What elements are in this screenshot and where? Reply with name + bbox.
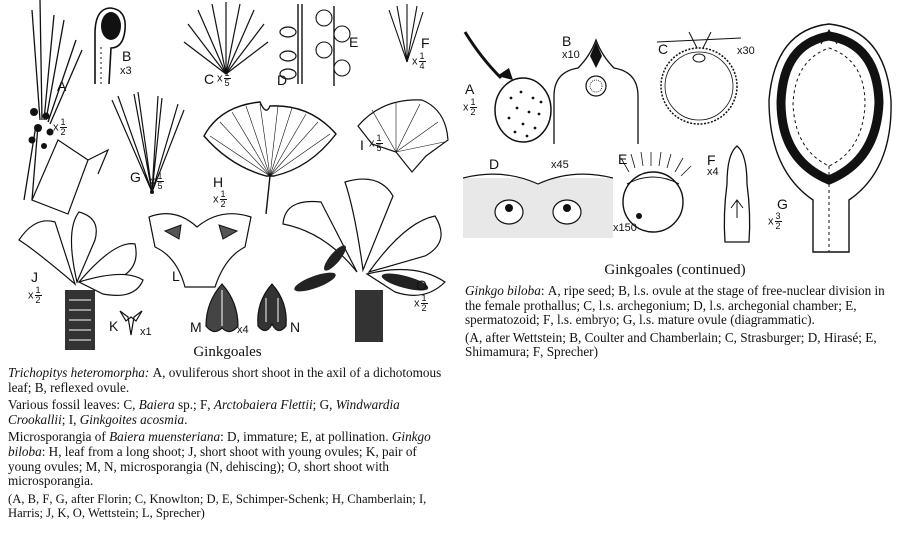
- label-d-right: D: [489, 156, 500, 172]
- right-plate: [455, 0, 900, 537]
- label-b: B: [122, 48, 132, 64]
- left-caption: [8, 366, 448, 524]
- label-g-right: G: [777, 196, 788, 212]
- label-i: I: [360, 137, 364, 153]
- scale-d-right: x45: [551, 159, 569, 171]
- label-d: D: [277, 72, 288, 88]
- left-caption-p4: (A, B, F, G, after Florin; C, Knowlton; D, E, Schimper-Schenk; H, Chamberlain; I, Harris; J, K, O, Wettstein; L, Sprecher): [8, 491, 427, 521]
- left-caption-p1: Trichopitys heteromorpha: A, ovuliferous short shoot in the axil of a dichotomous leaf; B, reflexed ovule.: [8, 365, 442, 395]
- right-caption: [465, 284, 893, 363]
- label-a: A: [57, 78, 67, 94]
- figure-d-archegonial-chamber: [463, 168, 613, 238]
- left-caption-p2: Various fossil leaves: C, Baiera sp.; F, Arctobaiera Flettii; G, Windwardia Crookallii; I, Ginkgoites acosmia.: [8, 397, 400, 427]
- label-f: F: [421, 35, 430, 51]
- figure-l-ovules: [145, 207, 255, 289]
- label-g: G: [130, 169, 141, 185]
- right-caption-p1: Ginkgo biloba: A, ripe seed; B, l.s. ovule at the stage of free-nuclear division in the female prothallus; C, l.s. archegonium; D, l.s. archegonial chamber; E, spermatozoid; F, l.s. embryo; G, l.s. mature ovule (diagrammatic).: [465, 283, 885, 328]
- scale-h: x $\frac{1}{2}$: [213, 189, 226, 209]
- scale-g: x $\frac{1}{5}$: [150, 171, 163, 191]
- figure-c-baiera-leaf: [178, 2, 273, 77]
- figure-e-microsporangia: [312, 6, 352, 86]
- scale-a-right: x $\frac{1}{2}$: [463, 97, 476, 117]
- label-o: O: [416, 277, 427, 293]
- scale-c-right: x30: [737, 45, 755, 57]
- scale-g-right: x $\frac{3}{2}$: [768, 211, 781, 231]
- label-c-right: C: [658, 41, 669, 57]
- label-e: E: [349, 34, 359, 50]
- scale-o: x $\frac{1}{2}$: [414, 293, 427, 313]
- label-l: L: [172, 268, 180, 284]
- scale-b-right: x10: [562, 49, 580, 61]
- scale-f-right: x4: [707, 166, 719, 178]
- scale-e-right: x150: [613, 222, 637, 234]
- figure-f-embryo: [717, 144, 757, 244]
- right-caption-title: Ginkgoales (continued): [604, 262, 746, 278]
- scale-b: x3: [120, 65, 132, 77]
- scale-k: x1: [140, 326, 152, 338]
- figure-a-ripe-seed: [461, 28, 553, 146]
- label-e-right: E: [618, 151, 628, 167]
- label-h: H: [213, 174, 224, 190]
- label-k: K: [109, 318, 119, 334]
- scale-j: x $\frac{1}{2}$: [28, 285, 41, 305]
- scale-f: x $\frac{1}{4}$: [412, 51, 425, 71]
- figure-m-microsporangia: [202, 282, 242, 336]
- figure-o-short-shoot: [275, 172, 455, 342]
- label-m: M: [190, 319, 202, 335]
- figure-leaf-fragments: [28, 130, 113, 215]
- label-f-right: F: [707, 152, 716, 168]
- figure-g-mature-ovule: [765, 20, 895, 260]
- label-a-right: A: [465, 81, 475, 97]
- scale-c: x $\frac{1}{5}$: [217, 68, 230, 88]
- label-n: N: [290, 319, 301, 335]
- scale-i: x $\frac{1}{5}$: [369, 133, 382, 153]
- label-b-right: B: [562, 33, 572, 49]
- scale-m: x4: [237, 324, 249, 336]
- left-caption-p3: Microsporangia of Baiera muensteriana: D, immature; E, at pollination. Ginkgo biloba: H, leaf from a long shoot; J, short shoot with young ovules; K, pair of young ovules; M, N, microsporangia (N, dehiscing); O, short shoot with microsporangia.: [8, 429, 431, 489]
- label-c: C: [204, 71, 215, 87]
- label-j: J: [31, 269, 38, 285]
- scale-a: x $\frac{1}{2}$: [53, 117, 66, 137]
- figure-g-windwardia: [108, 92, 188, 194]
- right-caption-p2: (A, after Wettstein; B, Coulter and Chamberlain; C, Strasburger; D, Hirasé; E, Shimamura; F, Sprecher): [465, 329, 877, 360]
- left-caption-title: Ginkgoales: [193, 344, 262, 360]
- figure-i-ginkgoites: [352, 96, 452, 176]
